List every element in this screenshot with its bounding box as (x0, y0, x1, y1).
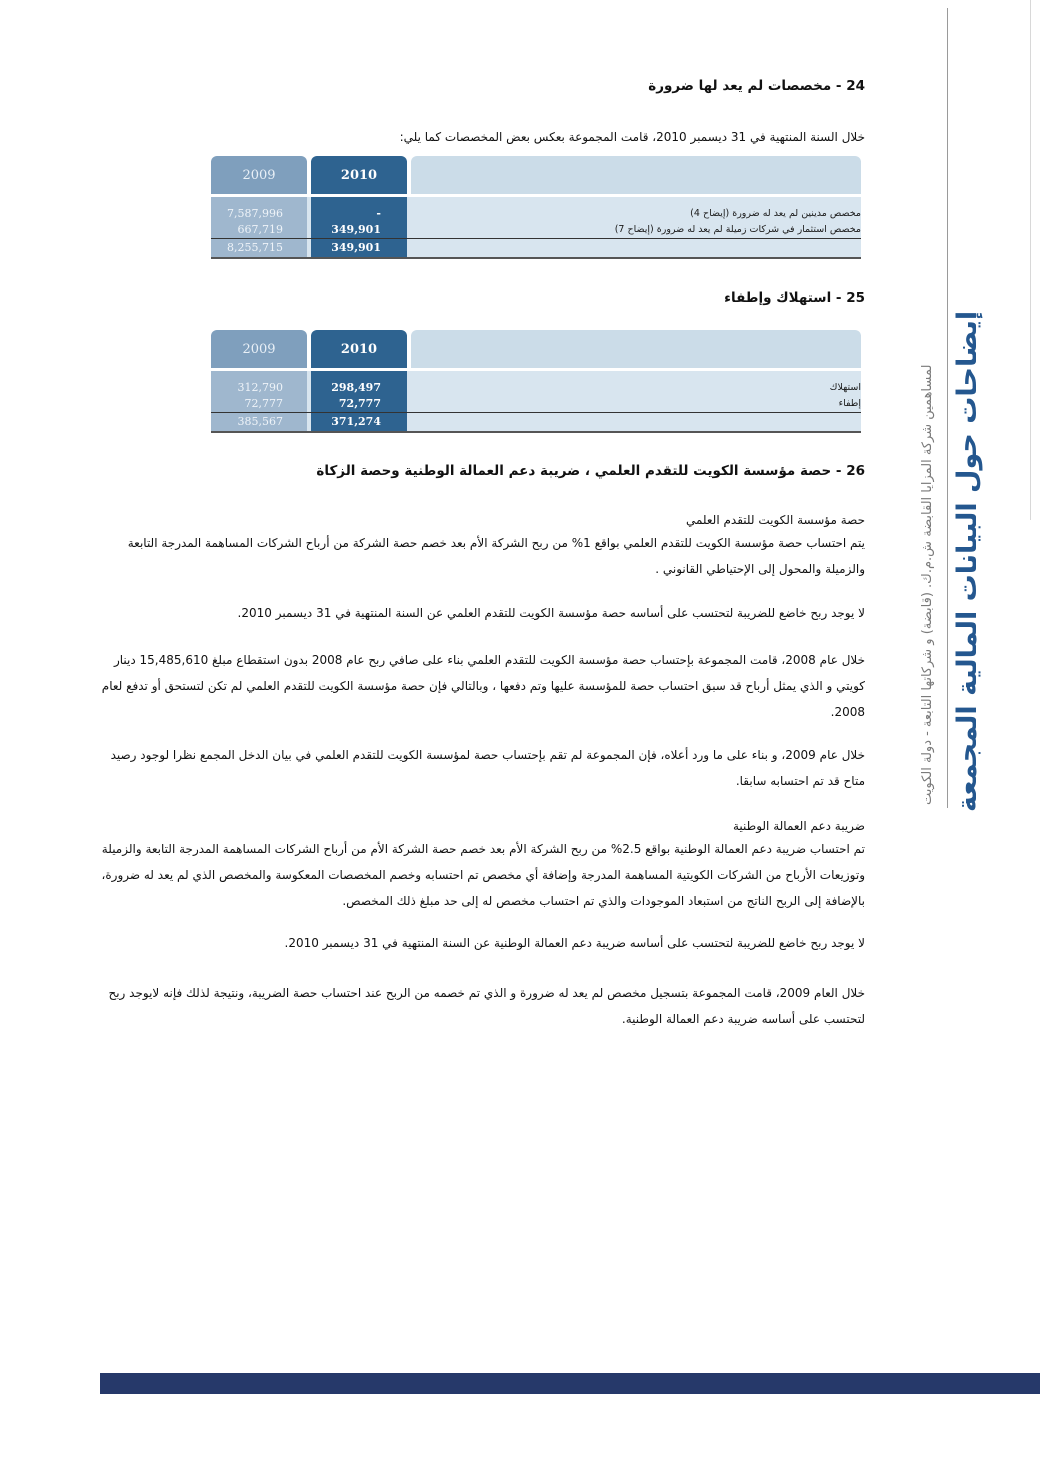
value-2009: 312,790 (237, 381, 283, 394)
nlst-paragraph-2: لا يوجد ربح خاضع للضريبة لتحتسب على أساسه ضريبة دعم العمالة الوطنية عن السنة المنتهية في 31 ديسمبر 2010. (284, 936, 865, 950)
table-row (211, 222, 861, 238)
column-header-2010: 2010 (311, 156, 407, 194)
value-2009: 7,587,996 (227, 207, 283, 220)
section-24-intro: خلال السنة المنتهية في 31 ديسمبر 2010، قامت المجموعة بعكس بعض المخصصات كما يلي: (399, 130, 865, 144)
nlst-subheading: ضريبة دعم العمالة الوطنية (732, 819, 865, 833)
table-row (211, 380, 861, 396)
section-24-heading: 24 - مخصصات لم يعد لها ضرورة (648, 78, 865, 94)
value-2009: 72,777 (244, 397, 283, 410)
section-26-heading: 26 - حصة مؤسسة الكويت للتقدم العلمي ، ضريبة دعم العمالة الوطنية وحصة الزكاة (316, 463, 865, 479)
value-2009: 667,719 (237, 223, 283, 236)
column-header-label (411, 156, 861, 194)
kfas-subheading: حصة مؤسسة الكويت للتقدم العلمي (685, 513, 865, 527)
kfas-paragraph-3: خلال عام 2008، قامت المجموعة بإحتساب حصة مؤسسة الكويت للتقدم العلمي بناء على صافي ربح عام 2008 بدون استقطاع مبلغ 15,485,610 دينار كويتي و الذي يمثل أرباح قد سبق احتساب حصة للمؤسسة عليها وتم دفعها ، وبالتالي فإن حصة مؤسسة الكويت للتقدم العلمي لم تكن لتستحق أو تدفع لعام 2008. (101, 653, 865, 719)
kfas-paragraph-1: يتم احتساب حصة مؤسسة الكويت للتقدم العلمي بواقع 1% من ربح الشركة الأم بعد خصم حصة الشركة من أرباح الشركات المساهمة المدرجة التابعة والزميلة والمحول إلى الإحتياطي القانوني . (127, 536, 865, 576)
edge-rule (1030, 0, 1031, 520)
side-title: إيضاحات حول البيانات المالية المجمعة (952, 310, 983, 812)
row-label: استهلاك (829, 382, 861, 393)
column-header-2009: 2009 (211, 330, 307, 368)
kfas-paragraph-2: لا يوجد ربح خاضع للضريبة لتحتسب على أساسه حصة مؤسسة الكويت للتقدم العلمي عن السنة المنتهية في 31 ديسمبر 2010. (237, 606, 865, 620)
value-2010: 72,777 (338, 397, 381, 410)
total-2010: 371,274 (331, 415, 381, 428)
provisions-table (211, 156, 861, 259)
row-label: مخصص مدينين لم يعد له ضرورة (إيضاح 4) (690, 208, 861, 219)
total-2010: 349,901 (331, 241, 381, 254)
total-2009: 385,567 (237, 415, 283, 428)
row-label: إطفاء (838, 398, 861, 409)
table-row (211, 206, 861, 222)
column-header-2009: 2009 (211, 156, 307, 194)
section-25-heading: 25 - استهلاك وإطفاء (724, 290, 865, 306)
nlst-paragraph-1: تم احتساب ضريبة دعم العمالة الوطنية بواقع 2.5% من ربح الشركة الأم بعد خصم حصة الشركة الأم من أرباح الشركات المساهمة المدرجة التابعة والزميلة وتوزيعات الأرباح من الشركات الكويتية المساهمة المدرجة وإضافة أي مخصص تم احتسابه وخصم المخصصات المعكوسة والمخصص الذي لم يعد له ضرورة، بالإضافة إلى الربح الناتج من استبعاد الموجودات والذي تم احتساب مخصص له إلى حد مبلغ ذلك المخصص. (101, 842, 865, 908)
table-total-row (211, 238, 861, 259)
value-2010: 349,901 (331, 223, 381, 236)
table-row (211, 396, 861, 412)
nlst-paragraph-3: خلال العام 2009، قامت المجموعة بتسجيل مخصص لم يعد له ضرورة و الذي تم خصمه من الربح عند احتساب حصة الضريبة، ونتيجة لذلك فإنه لايوجد ربح لتحتسب على أساسه ضريبة دعم العمالة الوطنية. (108, 986, 865, 1026)
side-caption: لمساهمين شركة المزايا القابضة ش.م.ك. (قابضة) و شركاتها التابعة - دولة الكويت (920, 364, 935, 805)
depreciation-table (211, 330, 861, 433)
total-2009: 8,255,715 (227, 241, 283, 254)
column-header-label (411, 330, 861, 368)
value-2010: - (376, 207, 381, 220)
kfas-paragraph-4: خلال عام 2009، و بناء على ما ورد أعلاه، فإن المجموعة لم تقم بإحتساب حصة لمؤسسة الكويت للتقدم العلمي في بيان الدخل المجمع نظرا لوجود رصيد متاح قد تم احتسابه سابقا. (110, 748, 865, 788)
value-2010: 298,497 (331, 381, 381, 394)
table-total-row (211, 412, 861, 433)
footer-bar (100, 1373, 1040, 1394)
row-label: مخصص استثمار في شركات زميلة لم يعد له ضرورة (إيضاح 7) (614, 224, 861, 235)
column-header-2010: 2010 (311, 330, 407, 368)
